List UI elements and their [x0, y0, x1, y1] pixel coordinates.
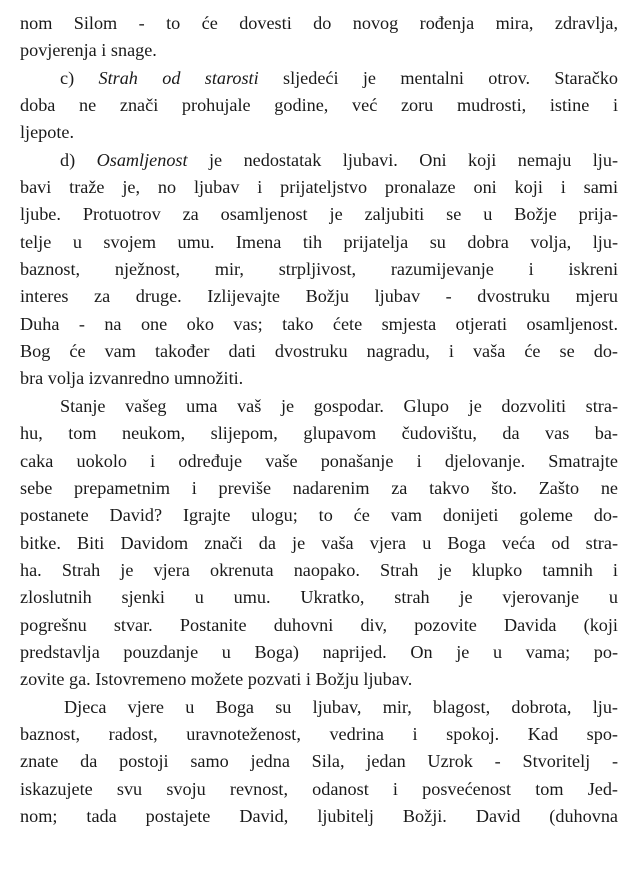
text-line: baznost, radost, uravnoteženost, vedrina i spokoj. Kad spo- — [20, 723, 618, 744]
text-line: nom Silom - to će dovesti do novog rođenja mira, zdravlja, — [20, 13, 618, 33]
text-line: ljepote. — [20, 122, 75, 143]
list-label: d) — [60, 149, 76, 170]
text-line: telje u svojem umu. Imena tih prijatelja su dobra volja, lju- — [20, 231, 618, 252]
text-line — [20, 147, 618, 174]
text-line: povjerenja i snage. — [20, 40, 157, 61]
text-line: bra volja izvanredno umnožiti. — [20, 368, 244, 389]
text-line: ljube. Protuotrov za osamljenost je zaljubiti se u Božje prija- — [20, 204, 618, 225]
text-line: predstavlja pouzdanje u Boga) naprijed. On je u vama; po- — [20, 641, 618, 662]
text-line: interes za druge. Izlijevajte Božju ljubav - dvostruku mjeru — [20, 286, 618, 307]
paragraph — [20, 694, 618, 831]
text-line: hu, tom neukom, slijepom, glupavom čudovištu, da vas ba- — [20, 423, 618, 444]
text-line: bavi traže je, no ljubav i prijateljstvo pronalaze oni koji i sami — [20, 177, 618, 198]
text-line: doba ne znači prohujale godine, već zoru mudrosti, istine i — [20, 95, 618, 116]
paragraph — [20, 393, 618, 694]
text-line: iskazujete svu svoju revnost, odanost i posvećenost tom Jed- — [20, 778, 618, 799]
text-line: baznost, nježnost, mir, strpljivost, razumijevanje i iskreni — [20, 259, 618, 280]
list-label: c) — [60, 67, 75, 88]
text-line: Stanje vašeg uma vaš je gospodar. Glupo je dozvoliti stra- — [60, 395, 618, 416]
text-line: znate da postoji samo jedna Sila, jedan Uzrok - Stvoritelj - — [20, 751, 618, 772]
italic-term: Strah od starosti — [98, 67, 259, 88]
text-line: Djeca vjere u Boga su ljubav, mir, blagost, dobrota, lju- — [64, 696, 618, 717]
text-line: nom; tada postajete David, ljubitelj Božji. David (duhovna — [20, 805, 618, 826]
text-line: sebe prepametnim i previše nadarenim za takvo što. Zašto ne — [20, 477, 618, 498]
paragraph — [20, 147, 618, 393]
paragraph — [20, 65, 618, 147]
text-line: postanete David? Igrajte ulogu; to će vam donijeti goleme do- — [20, 505, 618, 526]
text-line: Bog će vam također dati dvostruku nagradu, i vaša će se do- — [20, 341, 618, 362]
text-line: bitke. Biti Davidom znači da je vaša vjera u Boga veća od stra- — [20, 532, 618, 553]
paragraph — [20, 10, 618, 65]
text-fragment: je nedostatak ljubavi. Oni koji nemaju lju- — [209, 149, 618, 170]
text-line: Duha - na one oko vas; tako ćete smjesta otjerati osamljenost. — [20, 313, 618, 334]
text-line: caka uokolo i određuje vaše ponašanje i djelovanje. Smatrajte — [20, 450, 618, 471]
italic-term: Osamljenost — [96, 149, 188, 170]
text-line — [20, 65, 618, 92]
text-line: zovite ga. Istovremeno možete pozvati i Božju ljubav. — [20, 669, 413, 690]
text-line: ha. Strah je vjera okrenuta naopako. Strah je klupko tamnih i — [20, 559, 618, 580]
page-text — [20, 10, 618, 830]
text-line: zloslutnih sjenki u umu. Ukratko, strah je vjerovanje u — [20, 587, 618, 608]
text-fragment: sljedeći je mentalni otrov. Staračko — [283, 67, 618, 88]
text-line: pogrešnu stvar. Postanite duhovni div, pozovite Davida (koji — [20, 614, 618, 635]
